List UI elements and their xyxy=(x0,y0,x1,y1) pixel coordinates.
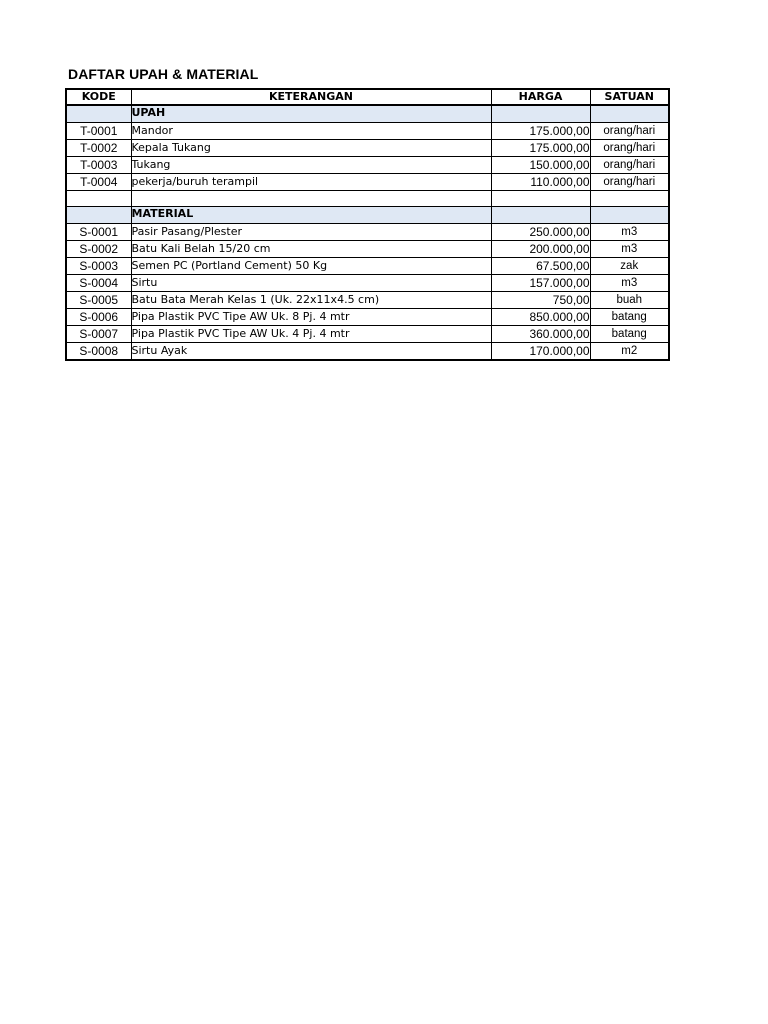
section-row-material xyxy=(66,207,669,224)
table-row xyxy=(66,174,669,191)
section-row-upah xyxy=(66,105,669,123)
harga-cell: 360.000,00 xyxy=(491,326,590,343)
kode-cell: S-0005 xyxy=(66,292,131,309)
page-title: DAFTAR UPAH & MATERIAL xyxy=(68,66,259,82)
table-row xyxy=(66,343,669,361)
keterangan-cell: Tukang xyxy=(131,157,491,174)
keterangan-cell: Mandor xyxy=(131,123,491,140)
section-cell xyxy=(491,207,590,224)
keterangan-cell: Kepala Tukang xyxy=(131,140,491,157)
satuan-cell: m3 xyxy=(590,241,669,258)
table-row xyxy=(66,157,669,174)
table-row xyxy=(66,224,669,241)
harga-cell: 200.000,00 xyxy=(491,241,590,258)
harga-cell: 157.000,00 xyxy=(491,275,590,292)
blank-cell xyxy=(491,191,590,207)
section-label-material: MATERIAL xyxy=(131,207,491,224)
blank-cell xyxy=(66,191,131,207)
kode-cell: S-0006 xyxy=(66,309,131,326)
table-row xyxy=(66,326,669,343)
table-row xyxy=(66,123,669,140)
price-table xyxy=(65,88,670,361)
kode-cell: T-0004 xyxy=(66,174,131,191)
harga-cell: 150.000,00 xyxy=(491,157,590,174)
table-row xyxy=(66,292,669,309)
keterangan-cell: Pipa Plastik PVC Tipe AW Uk. 8 Pj. 4 mtr xyxy=(131,309,491,326)
harga-cell: 175.000,00 xyxy=(491,140,590,157)
keterangan-cell: Batu Bata Merah Kelas 1 (Uk. 22x11x4.5 cm) xyxy=(131,292,491,309)
section-cell xyxy=(491,105,590,123)
harga-cell: 170.000,00 xyxy=(491,343,590,361)
satuan-cell: batang xyxy=(590,309,669,326)
kode-cell: S-0003 xyxy=(66,258,131,275)
satuan-cell: orang/hari xyxy=(590,174,669,191)
section-label-upah: UPAH xyxy=(131,105,491,123)
harga-cell: 67.500,00 xyxy=(491,258,590,275)
kode-cell: S-0007 xyxy=(66,326,131,343)
harga-cell: 175.000,00 xyxy=(491,123,590,140)
section-cell xyxy=(590,207,669,224)
kode-cell: S-0008 xyxy=(66,343,131,361)
harga-cell: 850.000,00 xyxy=(491,309,590,326)
kode-cell: S-0001 xyxy=(66,224,131,241)
kode-cell: T-0002 xyxy=(66,140,131,157)
table-row xyxy=(66,258,669,275)
section-cell xyxy=(66,105,131,123)
harga-cell: 750,00 xyxy=(491,292,590,309)
satuan-cell: m3 xyxy=(590,275,669,292)
satuan-cell: m3 xyxy=(590,224,669,241)
section-cell xyxy=(66,207,131,224)
satuan-cell: buah xyxy=(590,292,669,309)
keterangan-cell: pekerja/buruh terampil xyxy=(131,174,491,191)
satuan-cell: orang/hari xyxy=(590,140,669,157)
blank-cell xyxy=(131,191,491,207)
satuan-cell: m2 xyxy=(590,343,669,361)
satuan-cell: orang/hari xyxy=(590,157,669,174)
table-row xyxy=(66,140,669,157)
kode-cell: S-0002 xyxy=(66,241,131,258)
kode-cell: T-0001 xyxy=(66,123,131,140)
satuan-cell: zak xyxy=(590,258,669,275)
header-harga: HARGA xyxy=(491,89,590,105)
keterangan-cell: Sirtu xyxy=(131,275,491,292)
section-cell xyxy=(590,105,669,123)
harga-cell: 250.000,00 xyxy=(491,224,590,241)
header-satuan: SATUAN xyxy=(590,89,669,105)
satuan-cell: batang xyxy=(590,326,669,343)
kode-cell: T-0003 xyxy=(66,157,131,174)
table-row xyxy=(66,309,669,326)
keterangan-cell: Pasir Pasang/Plester xyxy=(131,224,491,241)
header-row xyxy=(66,89,669,105)
header-keterangan: KETERANGAN xyxy=(131,89,491,105)
keterangan-cell: Sirtu Ayak xyxy=(131,343,491,361)
keterangan-cell: Pipa Plastik PVC Tipe AW Uk. 4 Pj. 4 mtr xyxy=(131,326,491,343)
kode-cell: S-0004 xyxy=(66,275,131,292)
blank-cell xyxy=(590,191,669,207)
header-kode: KODE xyxy=(66,89,131,105)
harga-cell: 110.000,00 xyxy=(491,174,590,191)
blank-row xyxy=(66,191,669,207)
keterangan-cell: Batu Kali Belah 15/20 cm xyxy=(131,241,491,258)
table-row xyxy=(66,241,669,258)
keterangan-cell: Semen PC (Portland Cement) 50 Kg xyxy=(131,258,491,275)
table-row xyxy=(66,275,669,292)
satuan-cell: orang/hari xyxy=(590,123,669,140)
